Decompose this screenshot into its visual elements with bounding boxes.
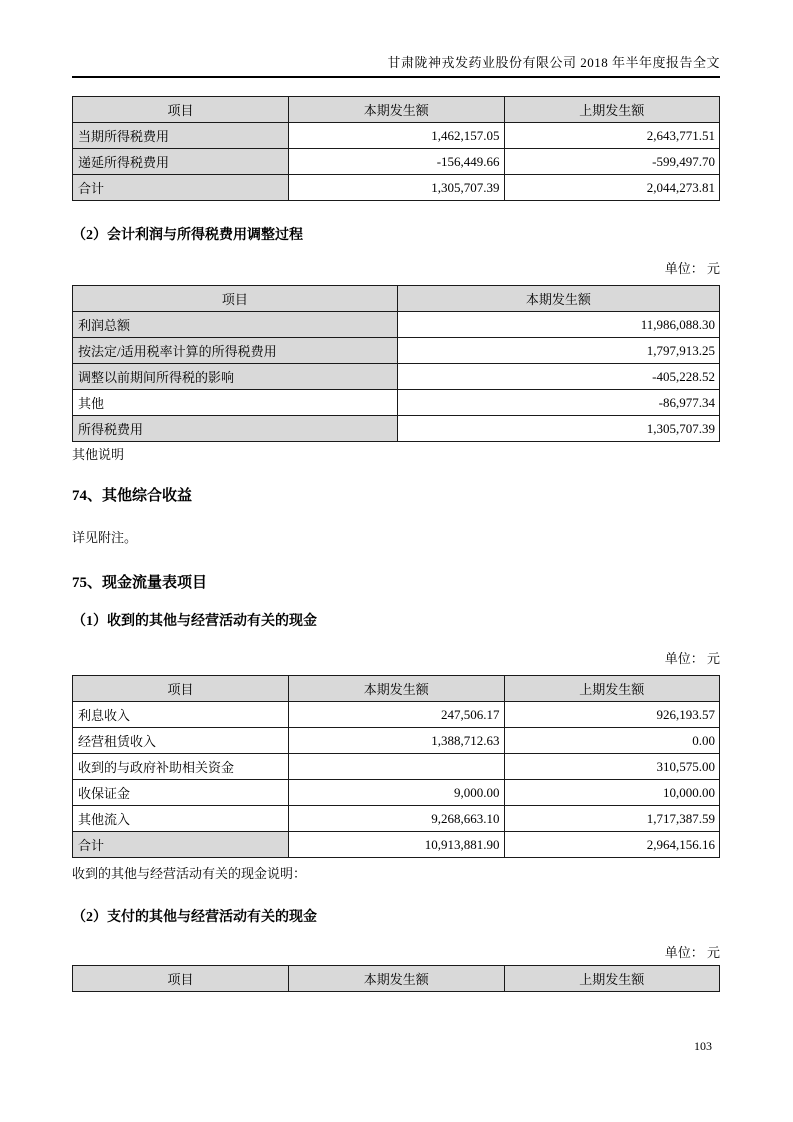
table-row <box>73 312 720 338</box>
table-row <box>73 416 720 442</box>
table-total-row <box>73 175 720 201</box>
section-74-body: 详见附注。 <box>72 530 138 545</box>
table-header-row <box>73 966 720 992</box>
current-value-cell: 10,913,881.90 <box>289 832 504 858</box>
table-header-row <box>73 97 720 123</box>
column-header-item: 项目 <box>73 286 398 312</box>
current-value-cell: 11,986,088.30 <box>397 312 719 338</box>
current-value-cell: 1,462,157.05 <box>289 123 504 149</box>
header-divider <box>72 76 720 78</box>
column-header-current: 本期发生额 <box>289 966 504 992</box>
section-heading-tax-adjustment: （2）会计利润与所得税费用调整过程 <box>72 228 303 243</box>
current-value-cell: 1,388,712.63 <box>289 728 504 754</box>
column-header-item: 项目 <box>73 97 289 123</box>
current-value-cell <box>289 754 504 780</box>
section-heading-74: 74、其他综合收益 <box>72 488 193 504</box>
cash-paid-table <box>72 965 720 992</box>
row-label-cell: 收保证金 <box>73 780 289 806</box>
unit-label: 单位： 元 <box>664 651 720 666</box>
row-label-cell: 经营租赁收入 <box>73 728 289 754</box>
prior-value-cell: 2,643,771.51 <box>504 123 719 149</box>
current-value-cell: 1,797,913.25 <box>397 338 719 364</box>
unit-label: 单位： 元 <box>664 261 720 276</box>
subsection-heading-cash-paid: （2）支付的其他与经营活动有关的现金 <box>72 910 317 925</box>
column-header-current: 本期发生额 <box>289 676 504 702</box>
row-label-cell: 其他流入 <box>73 806 289 832</box>
prior-value-cell: 310,575.00 <box>504 754 719 780</box>
page-number: 103 <box>694 1039 712 1053</box>
unit-label: 单位： 元 <box>664 945 720 960</box>
table-total-row <box>73 832 720 858</box>
table-row <box>73 780 720 806</box>
row-label-cell: 递延所得税费用 <box>73 149 289 175</box>
current-value-cell: 9,000.00 <box>289 780 504 806</box>
current-value-cell: -405,228.52 <box>397 364 719 390</box>
table-header-row <box>73 676 720 702</box>
current-value-cell: 1,305,707.39 <box>397 416 719 442</box>
table-row <box>73 702 720 728</box>
row-label-cell: 按法定/适用税率计算的所得税费用 <box>73 338 398 364</box>
column-header-item: 项目 <box>73 966 289 992</box>
row-label-cell: 合计 <box>73 175 289 201</box>
column-header-current: 本期发生额 <box>289 97 504 123</box>
prior-value-cell: 2,964,156.16 <box>504 832 719 858</box>
prior-value-cell: -599,497.70 <box>504 149 719 175</box>
tax-adjustment-table <box>72 285 720 442</box>
cash-received-table <box>72 675 720 858</box>
table-row <box>73 338 720 364</box>
prior-value-cell: 10,000.00 <box>504 780 719 806</box>
table-row <box>73 123 720 149</box>
prior-value-cell: 2,044,273.81 <box>504 175 719 201</box>
row-label-cell: 合计 <box>73 832 289 858</box>
subsection-heading-cash-received: （1）收到的其他与经营活动有关的现金 <box>72 614 317 629</box>
table-row <box>73 390 720 416</box>
table-row <box>73 728 720 754</box>
current-value-cell: 1,305,707.39 <box>289 175 504 201</box>
table-row <box>73 364 720 390</box>
row-label-cell: 调整以前期间所得税的影响 <box>73 364 398 390</box>
cash-received-note: 收到的其他与经营活动有关的现金说明： <box>72 866 307 881</box>
column-header-current: 本期发生额 <box>397 286 719 312</box>
table-row <box>73 806 720 832</box>
column-header-item: 项目 <box>73 676 289 702</box>
current-value-cell: 9,268,663.10 <box>289 806 504 832</box>
column-header-prior: 上期发生额 <box>504 966 719 992</box>
row-label-cell: 所得税费用 <box>73 416 398 442</box>
table-header-row <box>73 286 720 312</box>
income-tax-expense-table <box>72 96 720 201</box>
column-header-prior: 上期发生额 <box>504 97 719 123</box>
current-value-cell: 247,506.17 <box>289 702 504 728</box>
table-row <box>73 754 720 780</box>
current-value-cell: -156,449.66 <box>289 149 504 175</box>
row-label-cell: 其他 <box>73 390 398 416</box>
prior-value-cell: 0.00 <box>504 728 719 754</box>
row-label-cell: 利润总额 <box>73 312 398 338</box>
current-value-cell: -86,977.34 <box>397 390 719 416</box>
prior-value-cell: 1,717,387.59 <box>504 806 719 832</box>
table-row <box>73 149 720 175</box>
other-note-label: 其他说明 <box>72 447 125 462</box>
report-header-title: 甘肃陇神戎发药业股份有限公司 2018 年半年度报告全文 <box>387 55 720 70</box>
row-label-cell: 收到的与政府补助相关资金 <box>73 754 289 780</box>
section-heading-75: 75、现金流量表项目 <box>72 575 208 591</box>
prior-value-cell: 926,193.57 <box>504 702 719 728</box>
row-label-cell: 利息收入 <box>73 702 289 728</box>
column-header-prior: 上期发生额 <box>504 676 719 702</box>
row-label-cell: 当期所得税费用 <box>73 123 289 149</box>
